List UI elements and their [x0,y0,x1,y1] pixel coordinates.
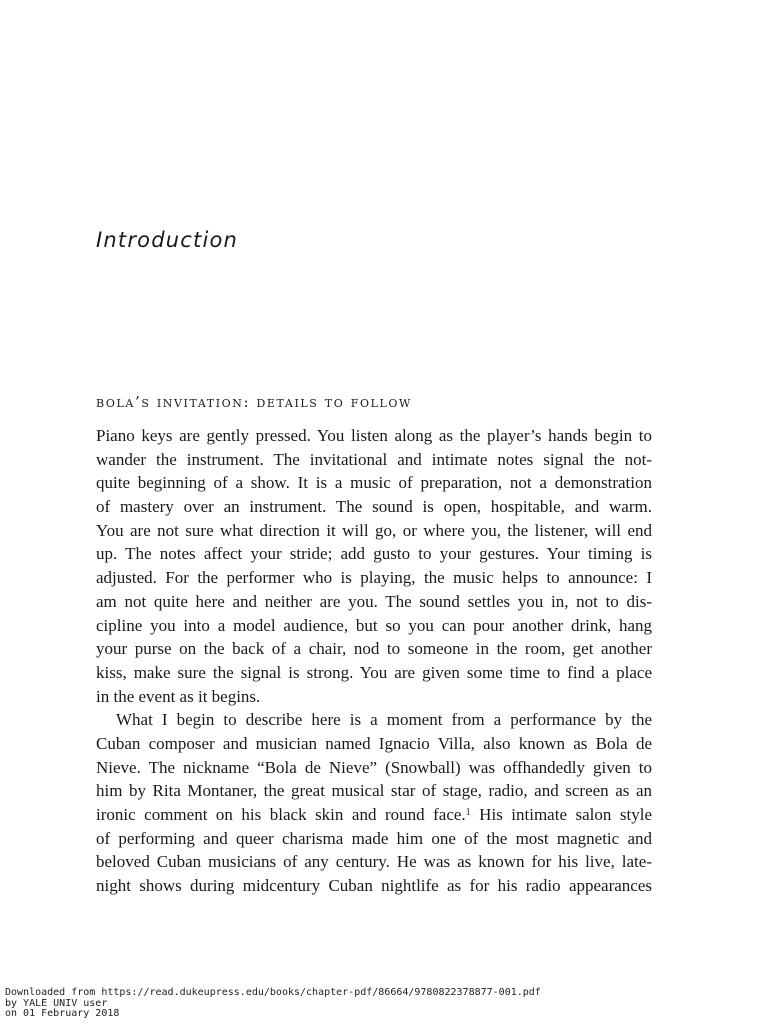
footnote-marker[interactable]: 1 [465,807,471,818]
text-line: of mastery over an instrument. The sound is open, hospitable, and warm. [96,497,652,517]
text-line: up. The notes affect your stride; add gusto to your gestures. Your timing is [96,544,652,564]
text-line: am not quite here and neither are you. The sound settles you in, not to dis- [96,591,652,611]
text-line: What I begin to describe here is a moment from a performance by the [116,710,652,730]
text-line: wander the instrument. The invitational and intimate notes signal the not- [96,449,652,469]
chapter-title: Introduction [96,228,239,252]
download-notice [5,988,541,1020]
text-line: Piano keys are gently pressed. You listen along as the player’s hands begin to [96,426,652,445]
text-line: night shows during midcentury Cuban nightlife as for his radio appearances [96,876,652,896]
text-line: of performing and queer charisma made him one of the most magnetic and [96,828,652,848]
text-line: your purse on the back of a chair, nod to someone in the room, get another [96,639,652,659]
text-line: him by Rita Montaner, the great musical star of stage, radio, and screen as an [96,781,652,801]
download-source-line: Downloaded from https://read.dukeupress.edu/books/chapter-pdf/86664/9780822378877-001.pdf [5,987,541,998]
section-heading: bola’s invitation: details to follow [96,393,412,411]
text-segment: His intimate salon style [470,805,652,824]
text-line: You are not sure what direction it will go, or where you, the listener, will end [96,520,652,540]
download-user-line: by YALE UNIV user [5,997,108,1009]
text-line: kiss, make sure the signal is strong. You are given some time to find a place [96,662,652,682]
text-line: quite beginning of a show. It is a music of preparation, not a demonstration [96,473,652,493]
text-line: cipline you into a model audience, but so you can pour another drink, hang [96,615,652,635]
text-segment: ironic comment on his black skin and round face. [96,805,466,824]
text-line: adjusted. For the performer who is playing, the music helps to announce: I [96,568,652,588]
body-text [96,424,652,898]
text-line: Cuban composer and musician named Ignacio Villa, also known as Bola de [96,733,652,753]
text-line: Nieve. The nickname “Bola de Nieve” (Snowball) was offhandedly given to [96,757,652,777]
text-line: in the event as it begins. [96,686,261,706]
text-line: beloved Cuban musicians of any century. He was as known for his live, late- [96,852,652,872]
text-line-with-footnote [96,803,652,827]
download-date-line: on 01 February 2018 [5,1008,120,1019]
